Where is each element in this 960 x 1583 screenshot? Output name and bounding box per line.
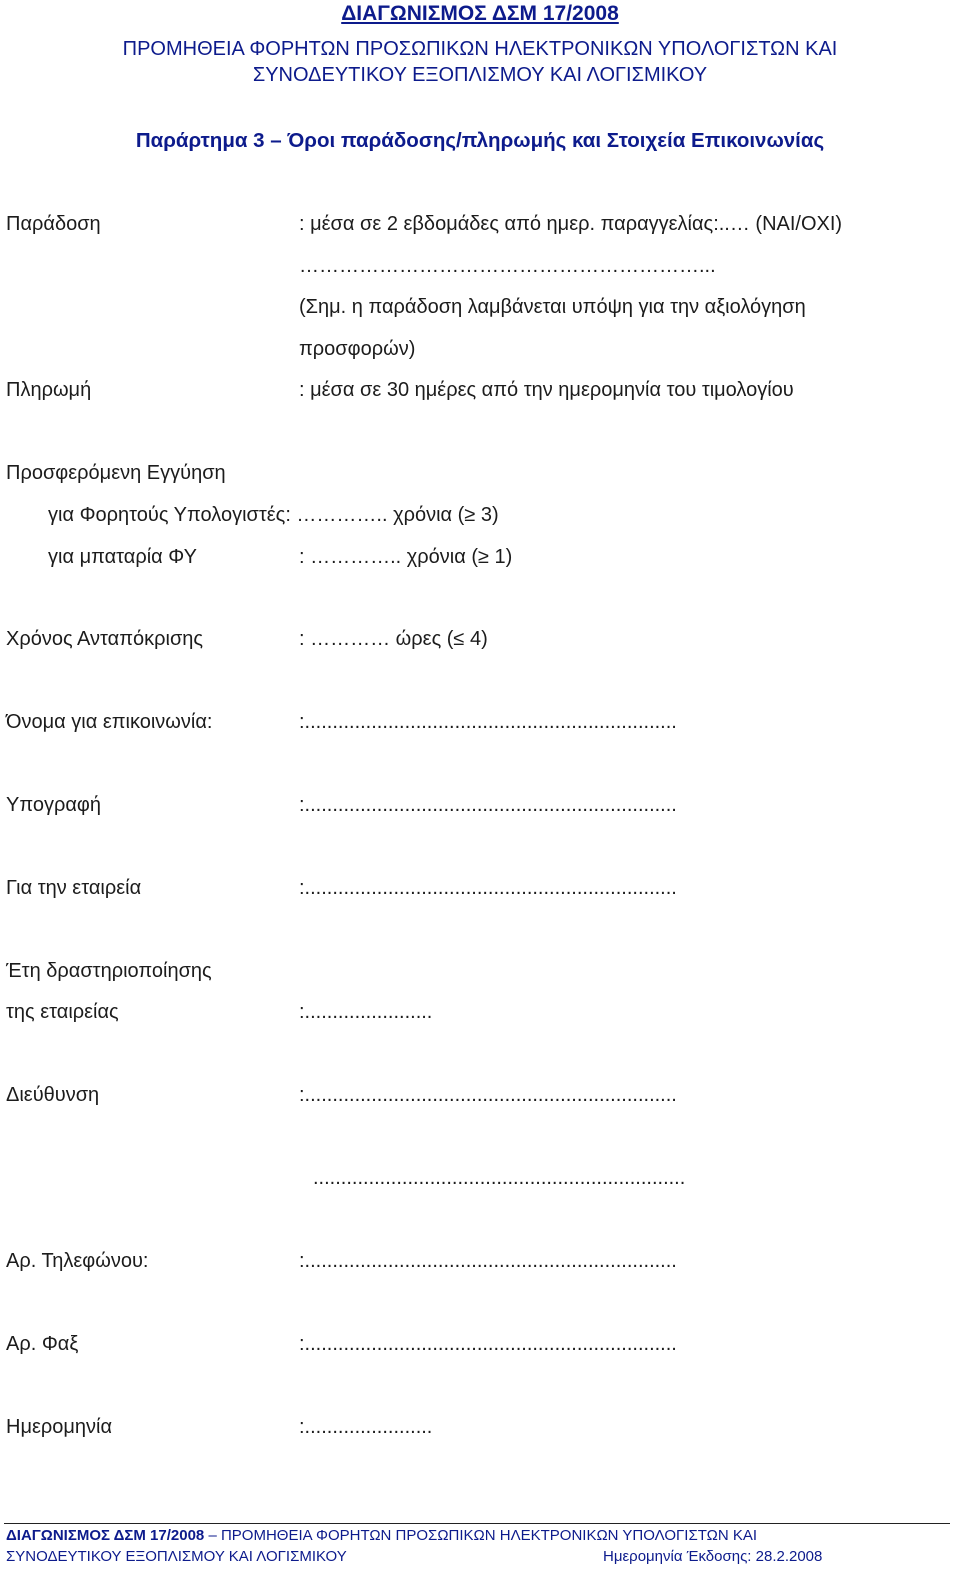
contact-name-label: Όνομα για επικοινωνία:: [6, 711, 213, 733]
delivery-label: Παράδοση: [6, 213, 101, 235]
company-field[interactable]: :...................................................................: [299, 877, 677, 899]
footer-line-1: [6, 1527, 757, 1544]
date-label: Ημερομηνία: [6, 1416, 113, 1438]
footer-subject-2: ΣΥΝΟΔΕΥΤΙΚΟΥ ΕΞΟΠΛΙΣΜΟΥ ΚΑΙ ΛΟΓΙΣΜΙΚΟΥ: [6, 1548, 347, 1565]
phone-field[interactable]: :...................................................................: [299, 1250, 677, 1272]
footer-divider: [4, 1523, 950, 1524]
footer-contest: ΔΙΑΓΩΝΙΣΜΟΣ ΔΣΜ 17/2008: [6, 1527, 205, 1544]
warranty-heading: Προσφερόμενη Εγγύηση: [6, 462, 226, 484]
phone-label: Αρ. Τηλεφώνου:: [6, 1250, 149, 1272]
years-field[interactable]: :.......................: [299, 1001, 433, 1023]
footer-issue-date: Ημερομηνία Έκδοσης: 28.2.2008: [603, 1548, 823, 1565]
address-field-line2[interactable]: ...................................................................: [313, 1167, 686, 1189]
warranty-battery-value: : ………….. χρόνια (≥ 1): [299, 546, 513, 568]
subject-line-1: ΠΡΟΜΗΘΕΙΑ ΦΟΡΗΤΩΝ ΠΡΟΣΩΠΙΚΩΝ ΗΛΕΚΤΡΟΝΙΚΩΝ ΥΠΟΛΟΓΙΣΤΩΝ ΚΑΙ: [122, 38, 838, 60]
fax-field[interactable]: :...................................................................: [299, 1333, 677, 1355]
response-value: : ………… ώρες (≤ 4): [299, 628, 488, 650]
delivery-value: : μέσα σε 2 εβδομάδες από ημερ. παραγγελίας:..… (ΝΑΙ/ΟΧΙ): [299, 213, 843, 235]
subject-line-2: ΣΥΝΟΔΕΥΤΙΚΟΥ ΕΞΟΠΛΙΣΜΟΥ ΚΑΙ ΛΟΓΙΣΜΙΚΟΥ: [252, 64, 708, 86]
signature-label: Υπογραφή: [6, 794, 102, 816]
contest-title: ΔΙΑΓΩΝΙΣΜΟΣ ΔΣΜ 17/2008: [341, 2, 619, 25]
delivery-note-cont: προσφορών): [299, 338, 416, 360]
footer-subject-1: – ΠΡΟΜΗΘΕΙΑ ΦΟΡΗΤΩΝ ΠΡΟΣΩΠΙΚΩΝ ΗΛΕΚΤΡΟΝΙΚΩΝ ΥΠΟΛΟΓΙΣΤΩΝ ΚΑΙ: [204, 1527, 757, 1544]
fax-label: Αρ. Φαξ: [6, 1333, 79, 1355]
delivery-note: (Σημ. η παράδοση λαμβάνεται υπόψη για την αξιολόγηση: [299, 296, 806, 318]
years-label: Έτη δραστηριοποίησης: [6, 960, 212, 982]
response-label: Χρόνος Ανταπόκρισης: [6, 628, 204, 650]
warranty-laptops: για Φορητούς Υπολογιστές: ………….. χρόνια (≥ 3): [48, 504, 499, 526]
date-field[interactable]: :.......................: [299, 1416, 433, 1438]
address-field[interactable]: :...................................................................: [299, 1084, 677, 1106]
annex-title: Παράρτημα 3 – Όροι παράδοσης/πληρωμής και Στοιχεία Επικοινωνίας: [135, 129, 825, 152]
payment-label: Πληρωμή: [6, 379, 92, 401]
payment-value: : μέσα σε 30 ημέρες από την ημερομηνία του τιμολογίου: [299, 379, 794, 401]
contact-name-field[interactable]: :...................................................................: [299, 711, 677, 733]
delivery-dots: ……………………………………………………...: [299, 255, 716, 277]
signature-field[interactable]: :...................................................................: [299, 794, 677, 816]
address-label: Διεύθυνση: [6, 1084, 100, 1106]
company-label: Για την εταιρεία: [6, 877, 142, 899]
years-label-cont: της εταιρείας: [6, 1001, 119, 1023]
warranty-battery-label: για μπαταρία ΦΥ: [48, 546, 197, 568]
